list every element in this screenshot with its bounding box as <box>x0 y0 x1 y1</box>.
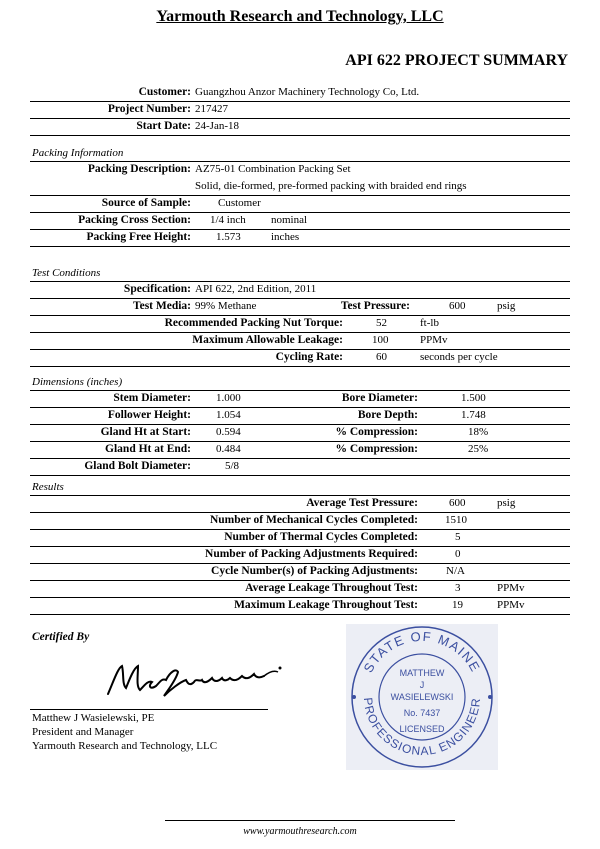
signature-line <box>30 709 268 710</box>
torque-value: 52 <box>376 317 387 329</box>
start-date-value: 24-Jan-18 <box>195 120 239 132</box>
seal-line5: LICENSED <box>399 724 445 734</box>
adjustments-value: 0 <box>455 548 461 560</box>
follower-height-label: Follower Height: <box>107 409 191 421</box>
cycling-rate-label: Cycling Rate: <box>275 351 343 363</box>
free-height-label: Packing Free Height: <box>86 231 191 243</box>
compression-end-value: 25% <box>468 443 489 455</box>
gland-end-label: Gland Ht at End: <box>105 443 191 455</box>
free-height-value: 1.573 <box>216 231 241 243</box>
stem-diameter-value: 1.000 <box>216 392 241 404</box>
packing-description-value: AZ75-01 Combination Packing Set <box>195 163 351 175</box>
torque-label: Recommended Packing Nut Torque: <box>164 317 343 329</box>
seal-line3: WASIELEWSKI <box>390 692 454 702</box>
section-test-conditions-title: Test Conditions <box>32 267 101 279</box>
divider <box>30 529 570 530</box>
divider <box>30 597 570 598</box>
bore-diameter-value: 1.500 <box>461 392 486 404</box>
divider <box>30 614 570 615</box>
bore-depth-label: Bore Depth: <box>357 409 418 421</box>
seal-outer-bottom-text: PROFESSIONAL ENGINEER <box>360 696 484 759</box>
gland-end-value: 0.484 <box>216 443 241 455</box>
gland-bolt-label: Gland Bolt Diameter: <box>84 460 191 472</box>
signer-role: President and Manager <box>32 726 134 738</box>
seal-line2: J <box>419 680 425 690</box>
follower-height-value: 1.054 <box>216 409 241 421</box>
packing-description-label: Packing Description: <box>87 163 191 175</box>
avg-pressure-label: Average Test Pressure: <box>306 497 418 509</box>
specification-label: Specification: <box>123 283 191 295</box>
footer-website: www.yarmouthresearch.com <box>243 826 357 837</box>
max-allowable-leakage-value: 100 <box>372 334 389 346</box>
thermal-cycles-label: Number of Thermal Cycles Completed: <box>224 531 418 543</box>
signer-name: Matthew J Wasielewski, PE <box>32 712 155 724</box>
cycling-rate-unit: seconds per cycle <box>420 351 498 363</box>
max-leakage-label: Maximum Leakage Throughout Test: <box>234 599 418 611</box>
compression-start-label: % Compression: <box>335 426 418 438</box>
test-media-label: Test Media: <box>132 300 191 312</box>
divider <box>30 229 570 230</box>
divider <box>30 495 570 496</box>
max-allowable-leakage-unit: PPMv <box>420 334 448 346</box>
seal-line1: MATTHEW <box>399 668 445 678</box>
divider <box>30 315 570 316</box>
customer-label: Customer: <box>138 86 191 98</box>
divider <box>30 332 570 333</box>
avg-pressure-unit: psig <box>497 497 516 509</box>
mech-cycles-value: 1510 <box>445 514 467 526</box>
bore-depth-value: 1.748 <box>461 409 486 421</box>
mech-cycles-label: Number of Mechanical Cycles Completed: <box>209 514 418 526</box>
compression-end-label: % Compression: <box>335 443 418 455</box>
max-leakage-unit: PPMv <box>497 599 525 611</box>
divider <box>30 546 570 547</box>
signature <box>104 660 284 700</box>
divider <box>30 441 570 442</box>
divider <box>30 349 570 350</box>
test-media-value: 99% Methane <box>195 300 257 312</box>
divider <box>30 281 570 282</box>
compression-start-value: 18% <box>468 426 489 438</box>
torque-unit: ft-lb <box>420 317 439 329</box>
gland-start-value: 0.594 <box>216 426 241 438</box>
seal-outer-top-text: STATE OF MAINE <box>360 628 484 676</box>
divider <box>30 135 570 136</box>
cycling-rate-value: 60 <box>376 351 387 363</box>
bore-diameter-label: Bore Diameter: <box>341 392 418 404</box>
cross-section-value: 1/4 inch <box>210 214 246 226</box>
test-pressure-value: 600 <box>449 300 466 312</box>
adjustments-label: Number of Packing Adjustments Required: <box>205 548 418 560</box>
packing-description-line2: Solid, die-formed, pre-formed packing with braided end rings <box>195 180 467 192</box>
stem-diameter-label: Stem Diameter: <box>113 392 191 404</box>
divider <box>30 195 570 196</box>
divider <box>30 366 570 367</box>
footer-line <box>165 820 455 821</box>
gland-bolt-value: 5/8 <box>225 460 240 472</box>
adjustment-cycles-label: Cycle Number(s) of Packing Adjustments: <box>211 565 418 577</box>
customer-value: Guangzhou Anzor Machinery Technology Co, Ltd. <box>195 86 420 98</box>
divider <box>30 298 570 299</box>
max-allowable-leakage-label: Maximum Allowable Leakage: <box>192 334 343 346</box>
divider <box>30 458 570 459</box>
specification-value: API 622, 2nd Edition, 2011 <box>195 283 317 295</box>
gland-start-label: Gland Ht at Start: <box>100 426 191 438</box>
source-value: Customer <box>218 197 261 209</box>
free-height-unit: inches <box>271 231 300 243</box>
project-number-value: 217427 <box>195 103 228 115</box>
avg-pressure-value: 600 <box>449 497 466 509</box>
test-pressure-unit: psig <box>497 300 516 312</box>
section-results-title: Results <box>32 481 64 493</box>
divider <box>30 580 570 581</box>
avg-leakage-value: 3 <box>455 582 461 594</box>
divider <box>30 161 570 162</box>
avg-leakage-unit: PPMv <box>497 582 525 594</box>
section-packing-title: Packing Information <box>32 147 124 159</box>
seal-line4: No. 7437 <box>403 708 441 718</box>
max-leakage-value: 19 <box>452 599 463 611</box>
avg-leakage-label: Average Leakage Throughout Test: <box>245 582 418 594</box>
divider <box>30 101 570 102</box>
adjustment-cycles-value: N/A <box>446 565 465 577</box>
signer-company: Yarmouth Research and Technology, LLC <box>32 740 218 752</box>
divider <box>30 475 570 476</box>
section-dimensions-title: Dimensions (inches) <box>32 376 123 388</box>
cross-section-label: Packing Cross Section: <box>78 214 191 226</box>
divider <box>30 246 570 247</box>
engineer-seal <box>346 624 498 770</box>
divider <box>30 390 570 391</box>
divider <box>30 563 570 564</box>
company-title: Yarmouth Research and Technology, LLC <box>156 8 444 25</box>
test-pressure-label: Test Pressure: <box>340 300 410 312</box>
certified-by-label: Certified By <box>32 631 90 643</box>
divider <box>30 118 570 119</box>
divider <box>30 424 570 425</box>
project-number-label: Project Number: <box>107 103 191 115</box>
cross-section-note: nominal <box>271 214 308 226</box>
thermal-cycles-value: 5 <box>455 531 461 543</box>
divider <box>30 212 570 213</box>
divider <box>30 512 570 513</box>
divider <box>30 407 570 408</box>
start-date-label: Start Date: <box>136 120 191 132</box>
source-label: Source of Sample: <box>101 197 191 209</box>
document-title: API 622 PROJECT SUMMARY <box>345 52 568 69</box>
